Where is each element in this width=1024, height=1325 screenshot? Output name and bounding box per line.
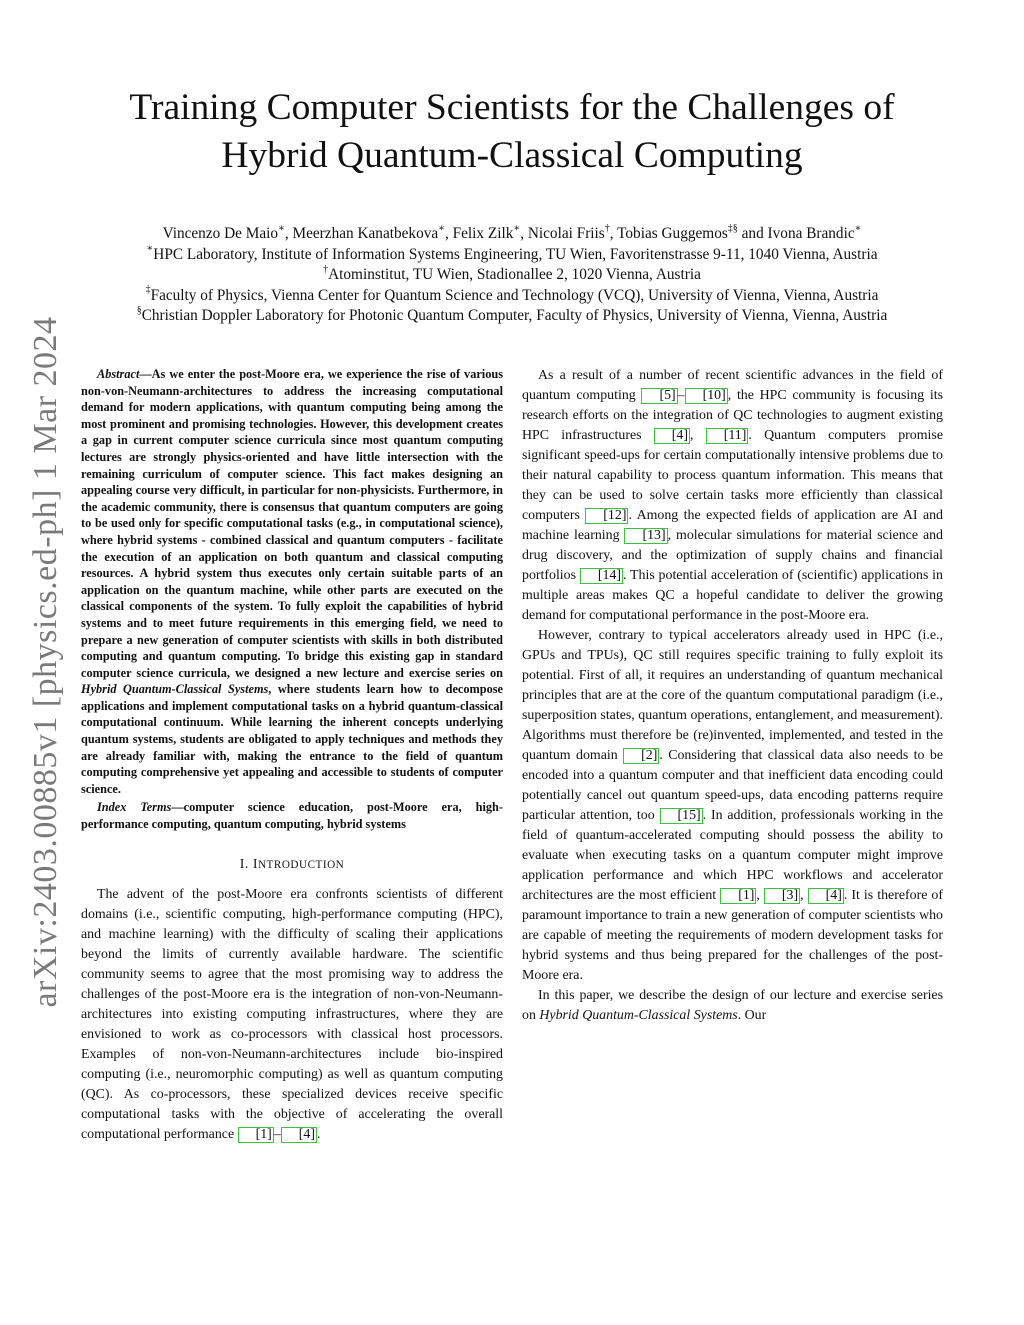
right-column <box>522 366 943 1026</box>
citation-link[interactable]: [11] <box>706 428 749 444</box>
affiliation-mark: ∗ <box>513 222 521 234</box>
citation-link[interactable]: [12] <box>585 508 628 524</box>
affiliation-mark: ∗ <box>146 243 154 255</box>
citation-separator: , <box>756 888 764 903</box>
affiliation-mark: ∗ <box>278 222 285 234</box>
citation-link[interactable]: [4] <box>808 888 844 904</box>
author-name: Meerzhan Kanatbekova <box>292 225 439 242</box>
course-name: Hybrid Quantum-Classical Systems <box>539 1008 738 1023</box>
section-title-rest: NTRODUCTION <box>257 858 345 871</box>
abstract-text-2: , where students learn how to decompose applications and implement computational tasks on a hybrid quantum-classical computational continuum. While learning the inherent concepts underlying quantum systems, students are obligated to apply techniques and methods they are already familiar with, making the entrance to the field of quantum computing comprehensive yet appealing and accessible to students of computer science. <box>81 682 503 796</box>
index-terms-dash: — <box>171 800 184 815</box>
citation-link[interactable]: [15] <box>660 808 703 824</box>
arxiv-sidebar-stamp <box>20 316 72 1008</box>
citation-link[interactable]: [4] <box>654 428 690 444</box>
affiliation-mark: ∗ <box>438 222 445 234</box>
paragraph-end: . <box>316 1126 321 1142</box>
paragraph-text: . In addition, professionals working in the field of quantum-accelerated computing should possess the ability to evaluate when executing tasks on a quantum computer might improve application performance and which HPC workflows and accelerator architectures are the most efficient <box>522 808 944 903</box>
arxiv-identifier: arXiv:2403.00885v1 [physics.ed-ph] 1 Mar 2024 <box>27 316 64 1008</box>
affiliation-text: Christian Doppler Laboratory for Photonic Quantum Computer, Faculty of Physics, University of Vienna, Vienna, Austria <box>141 307 888 324</box>
paragraph-text: . It is therefore of paramount importance to train a new generation of computer scientists who are capable of meeting the requirements of modern development tasks for hybrid systems and thus being prepared for the challenges of the post-Moore era. <box>522 888 943 983</box>
citation-link[interactable]: [13] <box>624 528 667 544</box>
affiliation-text: HPC Laboratory, Institute of Information Systems Engineering, TU Wien, Favoritenstrasse 9-11, 1040 Vienna, Austria <box>153 245 878 263</box>
author-block <box>40 224 984 327</box>
affiliation-mark: † <box>323 263 329 275</box>
title-line-2: Hybrid Quantum-Classical Computing <box>221 135 803 176</box>
paragraph-text: . Quantum computers promise significant speed-ups for certain computationally intensive problems due to their natural capability to process quantum information. This means that they can be used to solve certain tasks more efficiently than classical computers <box>522 428 943 523</box>
citation-link[interactable]: [5] <box>641 388 677 404</box>
citation-range-dash: – <box>273 1126 281 1142</box>
index-terms-text: computer science education, post-Moore era, high-performance computing, quantum computing, hybrid systems <box>81 800 503 832</box>
paragraph-text: . This potential acceleration of (scientific) applications in multiple areas makes QC a hopeful candidate to deliver the growing demand for computational performance in the post-Moore era. <box>522 568 943 623</box>
citation-link[interactable]: [1] <box>720 888 756 904</box>
title-line-1: Training Computer Scientists for the Challenges of <box>129 87 895 128</box>
index-terms <box>81 799 503 832</box>
author-name: Nicolai Friis <box>527 225 605 242</box>
paragraph-text: The advent of the post-Moore era confronts scientists of different domains (i.e., scientific computing, high-performance computing (HPC), and machine learning) with the difficulty of scaling their applications beyond the limits of currently available hardware. The scientific community seems to agree that the most promising way to address the challenges of the post-Moore era is the integration of non-von-Neumann-architectures into existing computing infrastructures, where they are envisioned to work as co-processors with classical host processors. Examples of non-von-Neumann-architectures include bio-inspired computing (i.e., neuromorphic computing) as well as quantum computing (QC). As co-processors, these specialized devices receive specific computational tasks with the objective of accelerating the overall computational performance <box>81 886 503 1142</box>
abstract-dash: — <box>139 367 152 381</box>
affiliation-mark: † <box>604 222 610 234</box>
intro-paragraph-3 <box>522 626 943 986</box>
abstract-label: Abstract <box>97 367 140 381</box>
citation-range-dash: – <box>677 388 685 403</box>
citation-link[interactable]: [14] <box>580 568 623 584</box>
citation-link[interactable]: [10] <box>685 388 728 404</box>
abstract-course-name: Hybrid Quantum-Classical Systems <box>81 682 269 697</box>
index-terms-label: Index Terms <box>97 800 172 815</box>
citation-link[interactable]: [4] <box>281 1127 317 1143</box>
citation-link[interactable]: [3] <box>764 888 800 904</box>
affiliation-line <box>40 286 984 307</box>
section-title-initial: I <box>252 856 258 872</box>
section-number: I. <box>239 856 253 872</box>
paragraph-text: , the HPC community is focusing its research efforts on the integration of QC technologies to augment existing HPC infrastructures <box>522 388 943 443</box>
abstract-text-1: As we enter the post-Moore era, we experience the rise of various non-von-Neumann-architectures to address the increasing computational demand for modern applications, with quantum computing being among the most prominent and promising technologies. However, this development creates a gap in current computer science curricula since most quantum computing lectures are strongly physics-oriented and have little intersection with the remaining curriculum of computer science. This fact makes designing an appealing course very difficult, in particular for non-physicists. Furthermore, in the academic community, there is consensus that quantum computers are going to be used only for specific computational tasks (e.g., in computational science), where hybrid systems - combined classical and quantum computers - facilitate the execution of an application on both quantum and classical computing resources. A hybrid system thus executes only certain suitable parts of an application on the quantum machine, while other parts are executed on the classical components of the system. To fully exploit the capabilities of hybrid systems and to meet future requirements in this emerging field, we need to prepare a new generation of computer scientists with skills in both distributed computing and quantum computing. To bridge this existing gap in standard computer science curricula, we designed a new lecture and exercise series on <box>81 367 503 680</box>
paragraph-text: . Among the expected fields of application are AI and machine learning <box>522 508 943 543</box>
citation-separator: , <box>800 888 808 903</box>
author-name: Tobias Guggemos <box>617 225 728 242</box>
intro-paragraph-1 <box>81 885 503 1145</box>
abstract <box>81 366 503 797</box>
paragraph-text: As a result of a number of recent scientific advances in the field of quantum computing <box>522 368 943 403</box>
paragraph-text: In this paper, we describe the design of our lecture and exercise series on <box>522 988 943 1023</box>
author-name: Felix Zilk <box>452 225 514 242</box>
affiliation-line <box>40 306 984 327</box>
section-heading-introduction <box>81 855 503 875</box>
paragraph-text: , molecular simulations for material science and drug discovery, and the optimization of supply chains and financial portfolios <box>522 528 943 583</box>
paragraph-text: However, contrary to typical accelerators already used in HPC (i.e., GPUs and TPUs), QC still requires specific training to fully exploit its potential. First of all, it requires an understanding of quantum mechanical principles that are at the core of the quantum computational paradigm (i.e., superposition states, quantum operations, entanglement, and measurement). Algorithms must therefore be (re)invented, implemented, and tested in the quantum domain <box>522 628 943 763</box>
affiliation-mark: ‡§ <box>727 222 738 234</box>
affiliation-text: Atominstitut, TU Wien, Stadionallee 2, 1020 Vienna, Austria <box>328 266 701 283</box>
citation-separator: , <box>690 428 706 443</box>
affiliation-text: Faculty of Physics, Vienna Center for Quantum Science and Technology (VCQ), University of Vienna, Vienna, Austria <box>150 286 879 304</box>
paragraph-text: . Our <box>737 1008 767 1023</box>
affiliation-mark: § <box>136 304 142 316</box>
affiliation-mark: ‡ <box>145 284 151 296</box>
paper-title <box>60 84 964 180</box>
author-list: Vincenzo De Maio∗, Meerzhan Kanatbekova∗, Felix Zilk∗, Nicolai Friis†, Tobias Guggemos‡§ and Ivona Brandic∗ <box>162 222 862 242</box>
paragraph-text: . Considering that classical data also needs to be encoded into a quantum computer and that inefficient data encoding could potentially cancel out quantum speed-ups, data encoding patterns require particular attention, too <box>522 748 943 823</box>
affiliation-line <box>40 245 984 266</box>
citation-link[interactable]: [1] <box>238 1127 274 1143</box>
affiliation-mark: ∗ <box>854 222 862 234</box>
citation-link[interactable]: [2] <box>623 748 659 764</box>
intro-paragraph-2 <box>522 366 943 626</box>
affiliation-line <box>40 265 984 286</box>
intro-paragraph-4 <box>522 986 943 1026</box>
left-column <box>81 366 503 1145</box>
author-name: Ivona Brandic <box>767 225 855 242</box>
author-joiner: and <box>741 225 764 242</box>
author-name: Vincenzo De Maio <box>162 225 279 242</box>
